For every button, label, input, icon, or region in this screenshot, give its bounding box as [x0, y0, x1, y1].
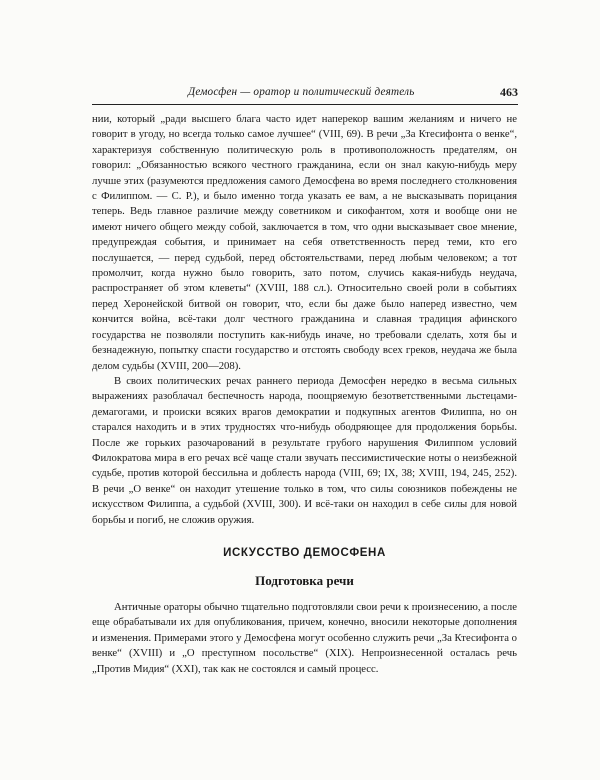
page-number: 463	[500, 85, 518, 99]
section-title: ИСКУССТВО ДЕМОСФЕНА	[223, 547, 386, 559]
running-header	[92, 86, 518, 106]
running-title: Демосфен — оратор и политический деятель	[188, 86, 415, 98]
header-rule	[92, 104, 518, 105]
paragraph: В своих политических речах раннего периода Демосфен нередко в весьма сильных выражениях разоблачал беспечность народа, поощряемую безответственными льстецами-демагогами, и происки всяких врагов демократии и подкупных агентов Филиппа, но он старался находить и в этих трудностях что-нибудь ободряющее для продолжения борьбы. После же горьких разочарований в результате грубого нарушения Филиппом условий Филократова мира в его речах всё чаще стали звучать пессимистические ноты о неизбежной судьбе, против которой бессильна и доблесть народа (VIII, 69; IX, 38; XVIII, 194, 245, 252). В речи „О венке“ он находит утешение только в том, что силы союзников побеждены не искусством Филиппа, а судьбой (XVIII, 300). И всё-таки он находил в себе силы для новой борьбы и погиб, не сложив оружия.	[92, 374, 517, 526]
paragraph: Античные ораторы обычно тщательно подготовляли свои речи к произнесению, а после еще обрабатывали их для опубликования, причем, конечно, вносили некоторые дополнения и изменения. Примерами этого у Демосфена могут особенно служить речи „За Ктесифонта о венке“ (XVIII) и „О преступном посольстве“ (XIX). Непроизнесенной осталась речь „Против Мидия“ (XXI), так как не состоялся и самый процесс.	[92, 601, 517, 675]
main-text	[92, 112, 517, 528]
subsection-title: Подготовка речи	[255, 573, 354, 588]
section-text	[92, 600, 517, 677]
paragraph-continued: нии, который „ради высшего блага часто идет наперекор вашим желаниям и ничего не говорит в угоду, но всегда только самое лучшее“ (VIII, 69). В речи „За Ктесифонта о венке“, характеризуя собственную политическую роль в противоположность предателям, он говорил: „Обязанностью всякого честного гражданина, если он знал какую-нибудь меру лучше этих (разумеются предложения самого Демосфена во время последнего столкновения с Филиппом. — С. Р.), и было именно тогда указать ее вам, а не высказывать порицания теперь. Ведь главное различие между советником и сикофантом, хотя и вообще они не имеют ничего общего между собой, заключается в том, что одни высказывает свое мнение, предупреждая события, и принимает на себя ответственность перед теми, кто его послушается, — перед судьбой, перед обстоятельствами, перед любым человеком; а тот промолчит, когда нужно было говорить, зато потом, случись какая-нибудь неудача, распространяет об этом клеветы“ (XVIII, 188 сл.). Относительно своей роли в событиях перед Херонейской битвой он говорит, что, если бы даже было наперед известно, чем кончится война, всё-таки долг честного гражданина и славная традиция афинского государства не позволяли поступить как-нибудь иначе, но требовали сделать, хотя бы и безнадежную, попытку спасти государство и отстоять свободу всех греков, неудача же была делом судьбы (XVIII, 200—208).	[92, 113, 517, 372]
